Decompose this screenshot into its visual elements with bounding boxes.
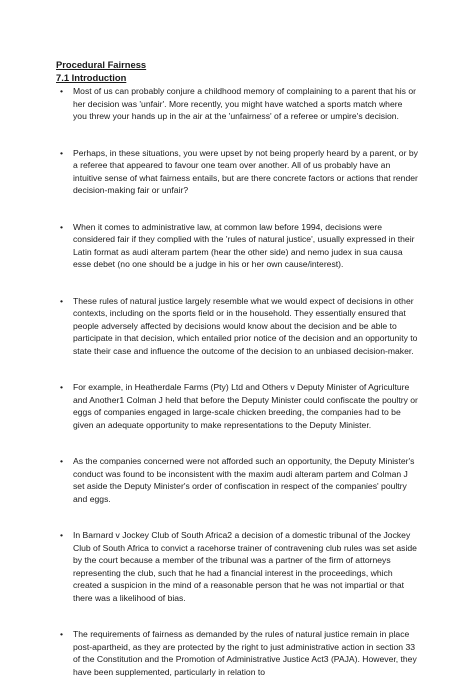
list-item: [56, 529, 418, 604]
bullet-icon: •: [60, 221, 64, 232]
paragraph-text: For example, in Heatherdale Farms (Pty) Ltd and Others v Deputy Minister of Agriculture and Another1 Colman J held that before the Deputy Minister could confiscate the poultry or eggs of companies engaged in large-scale chicken breeding, the companies had to be given an adequate opportunity to make representations to the Deputy Minister.: [73, 382, 418, 430]
list-item: [56, 221, 418, 271]
paragraph-text: In Barnard v Jockey Club of South Africa2 a decision of a domestic tribunal of the Jockey Club of South Africa to convict a racehorse trainer of contravening club rules was set aside by the court because a member of the tribunal was a partner of the firm of attorneys representing the club, such that he had a financial interest in the proceedings, which created a suspicion in the mind of a reasonable person that he was not impartial or that there was a likelihood of bias.: [73, 530, 417, 603]
bullet-list: [56, 85, 418, 678]
bullet-icon: •: [60, 382, 64, 393]
document-title: Procedural Fairness: [56, 59, 147, 70]
paragraph-text: As the companies concerned were not afforded such an opportunity, the Deputy Minister's conduct was found to be inconsistent with the maxim audi alteram partem and Colman J set aside the Deputy Minister's order of confiscation in respect of the companies' poultry and eggs.: [73, 456, 415, 504]
section-heading: 7.1 Introduction: [56, 71, 127, 83]
bullet-icon: •: [60, 629, 64, 640]
paragraph-text: When it comes to administrative law, at common law before 1994, decisions were considered fair if they complied with the 'rules of natural justice', usually expressed in their Latin format as audi alteram partem (hear the other side) and nemo judex in sua causa esse debet (no one should be a judge in his or her own cause/interest).: [73, 221, 415, 270]
bullet-icon: •: [60, 456, 64, 467]
paragraph-text: These rules of natural justice largely resemble what we would expect of decisions in other contexts, including on the sports field or in the household. They essentially ensured that people adversely affected by decisions would know about the decision and be able to participate in that decision, which entailed prior notice of the decision and an opportunity to state their case and influence the outcome of the decision to an unbiased decision-maker.: [73, 295, 418, 356]
paragraph-text: Perhaps, in these situations, you were upset by not being properly heard by a parent, or by a referee that appeared to favour one team over another. All of us probably have an intuitive sense of what fairness entails, but are there concrete factors or actions that render decision-making fair or unfair?: [73, 147, 418, 196]
list-item: [56, 381, 418, 431]
paragraph-text: The requirements of fairness as demanded by the rules of natural justice remain in place post-apartheid, as they are protected by the right to just administrative action in section 33 of the Constitution and the Promotion of Administrative Justice Act3 (PAJA). However, they have been supplemented, particularly in relation to: [73, 629, 417, 677]
bullet-icon: •: [60, 295, 64, 306]
bullet-icon: •: [60, 147, 64, 158]
bullet-icon: •: [60, 86, 64, 97]
bullet-icon: •: [60, 530, 64, 541]
list-item: [56, 85, 418, 123]
paragraph-text: Most of us can probably conjure a childhood memory of complaining to a parent that his or her decision was 'unfair'. More recently, you might have watched a sports match where you threw your hands up in the air at the 'unfairness' of a referee or umpire's decision.: [73, 86, 416, 122]
list-item: [56, 455, 418, 505]
list-item: [56, 295, 418, 358]
list-item: [56, 147, 418, 197]
list-item: [56, 628, 418, 678]
